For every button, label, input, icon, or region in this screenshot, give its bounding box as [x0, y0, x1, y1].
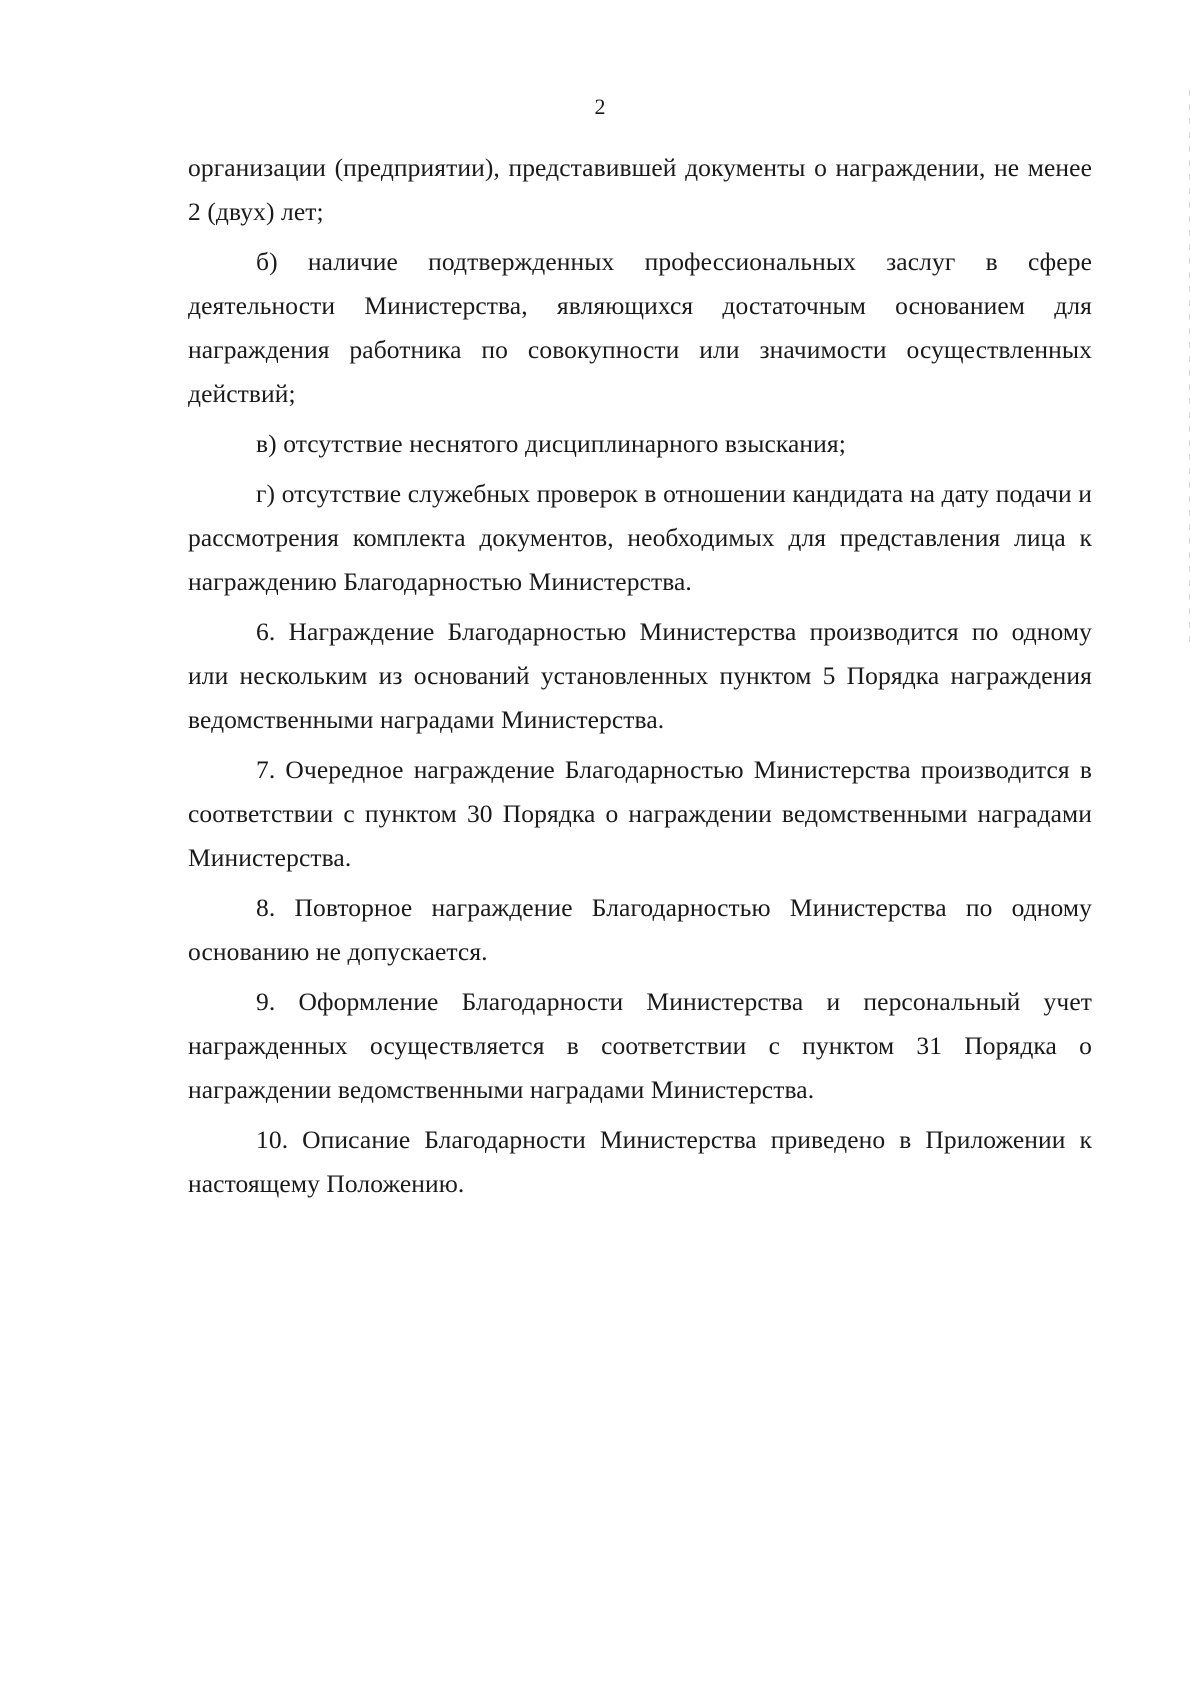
document-body: [188, 146, 1092, 1212]
paragraph-clause-7: 7. Очередное награждение Благодарностью Министерства производится в соответствии с пунктом 30 Порядка о награждении ведомственными наградами Министерства.: [188, 755, 1092, 872]
paragraph-clause-6: 6. Награждение Благодарностью Министерства производится по одному или нескольким из оснований установленных пунктом 5 Порядка награждения ведомственными наградами Министерства.: [188, 617, 1092, 734]
paragraph-continuation: организации (предприятии), представившей документы о награждении, не менее 2 (двух) лет;: [188, 153, 1092, 226]
scan-edge-mark: [1189, 90, 1190, 650]
paragraph-clause-8: 8. Повторное награждение Благодарностью Министерства по одному основанию не допускается.: [188, 893, 1092, 966]
paragraph-item-g: г) отсутствие служебных проверок в отношении кандидата на дату подачи и рассмотрения комплекта документов, необходимых для представления лица к награждению Благодарностью Министерства.: [188, 479, 1092, 596]
paragraph-clause-9: 9. Оформление Благодарности Министерства и персональный учет награжденных осуществляется в соответствии с пунктом 31 Порядка о награждении ведомственными наградами Министерства.: [188, 987, 1092, 1104]
paragraph-item-b: б) наличие подтвержденных профессиональных заслуг в сфере деятельности Министерства, являющихся достаточным основанием для награждения работника по совокупности или значимости осуществленных действий;: [188, 247, 1092, 408]
paragraph-item-v: в) отсутствие неснятого дисциплинарного взыскания;: [256, 429, 846, 458]
page-number: 2: [594, 94, 606, 119]
paragraph-clause-10: 10. Описание Благодарности Министерства приведено в Приложении к настоящему Положению.: [188, 1125, 1092, 1198]
